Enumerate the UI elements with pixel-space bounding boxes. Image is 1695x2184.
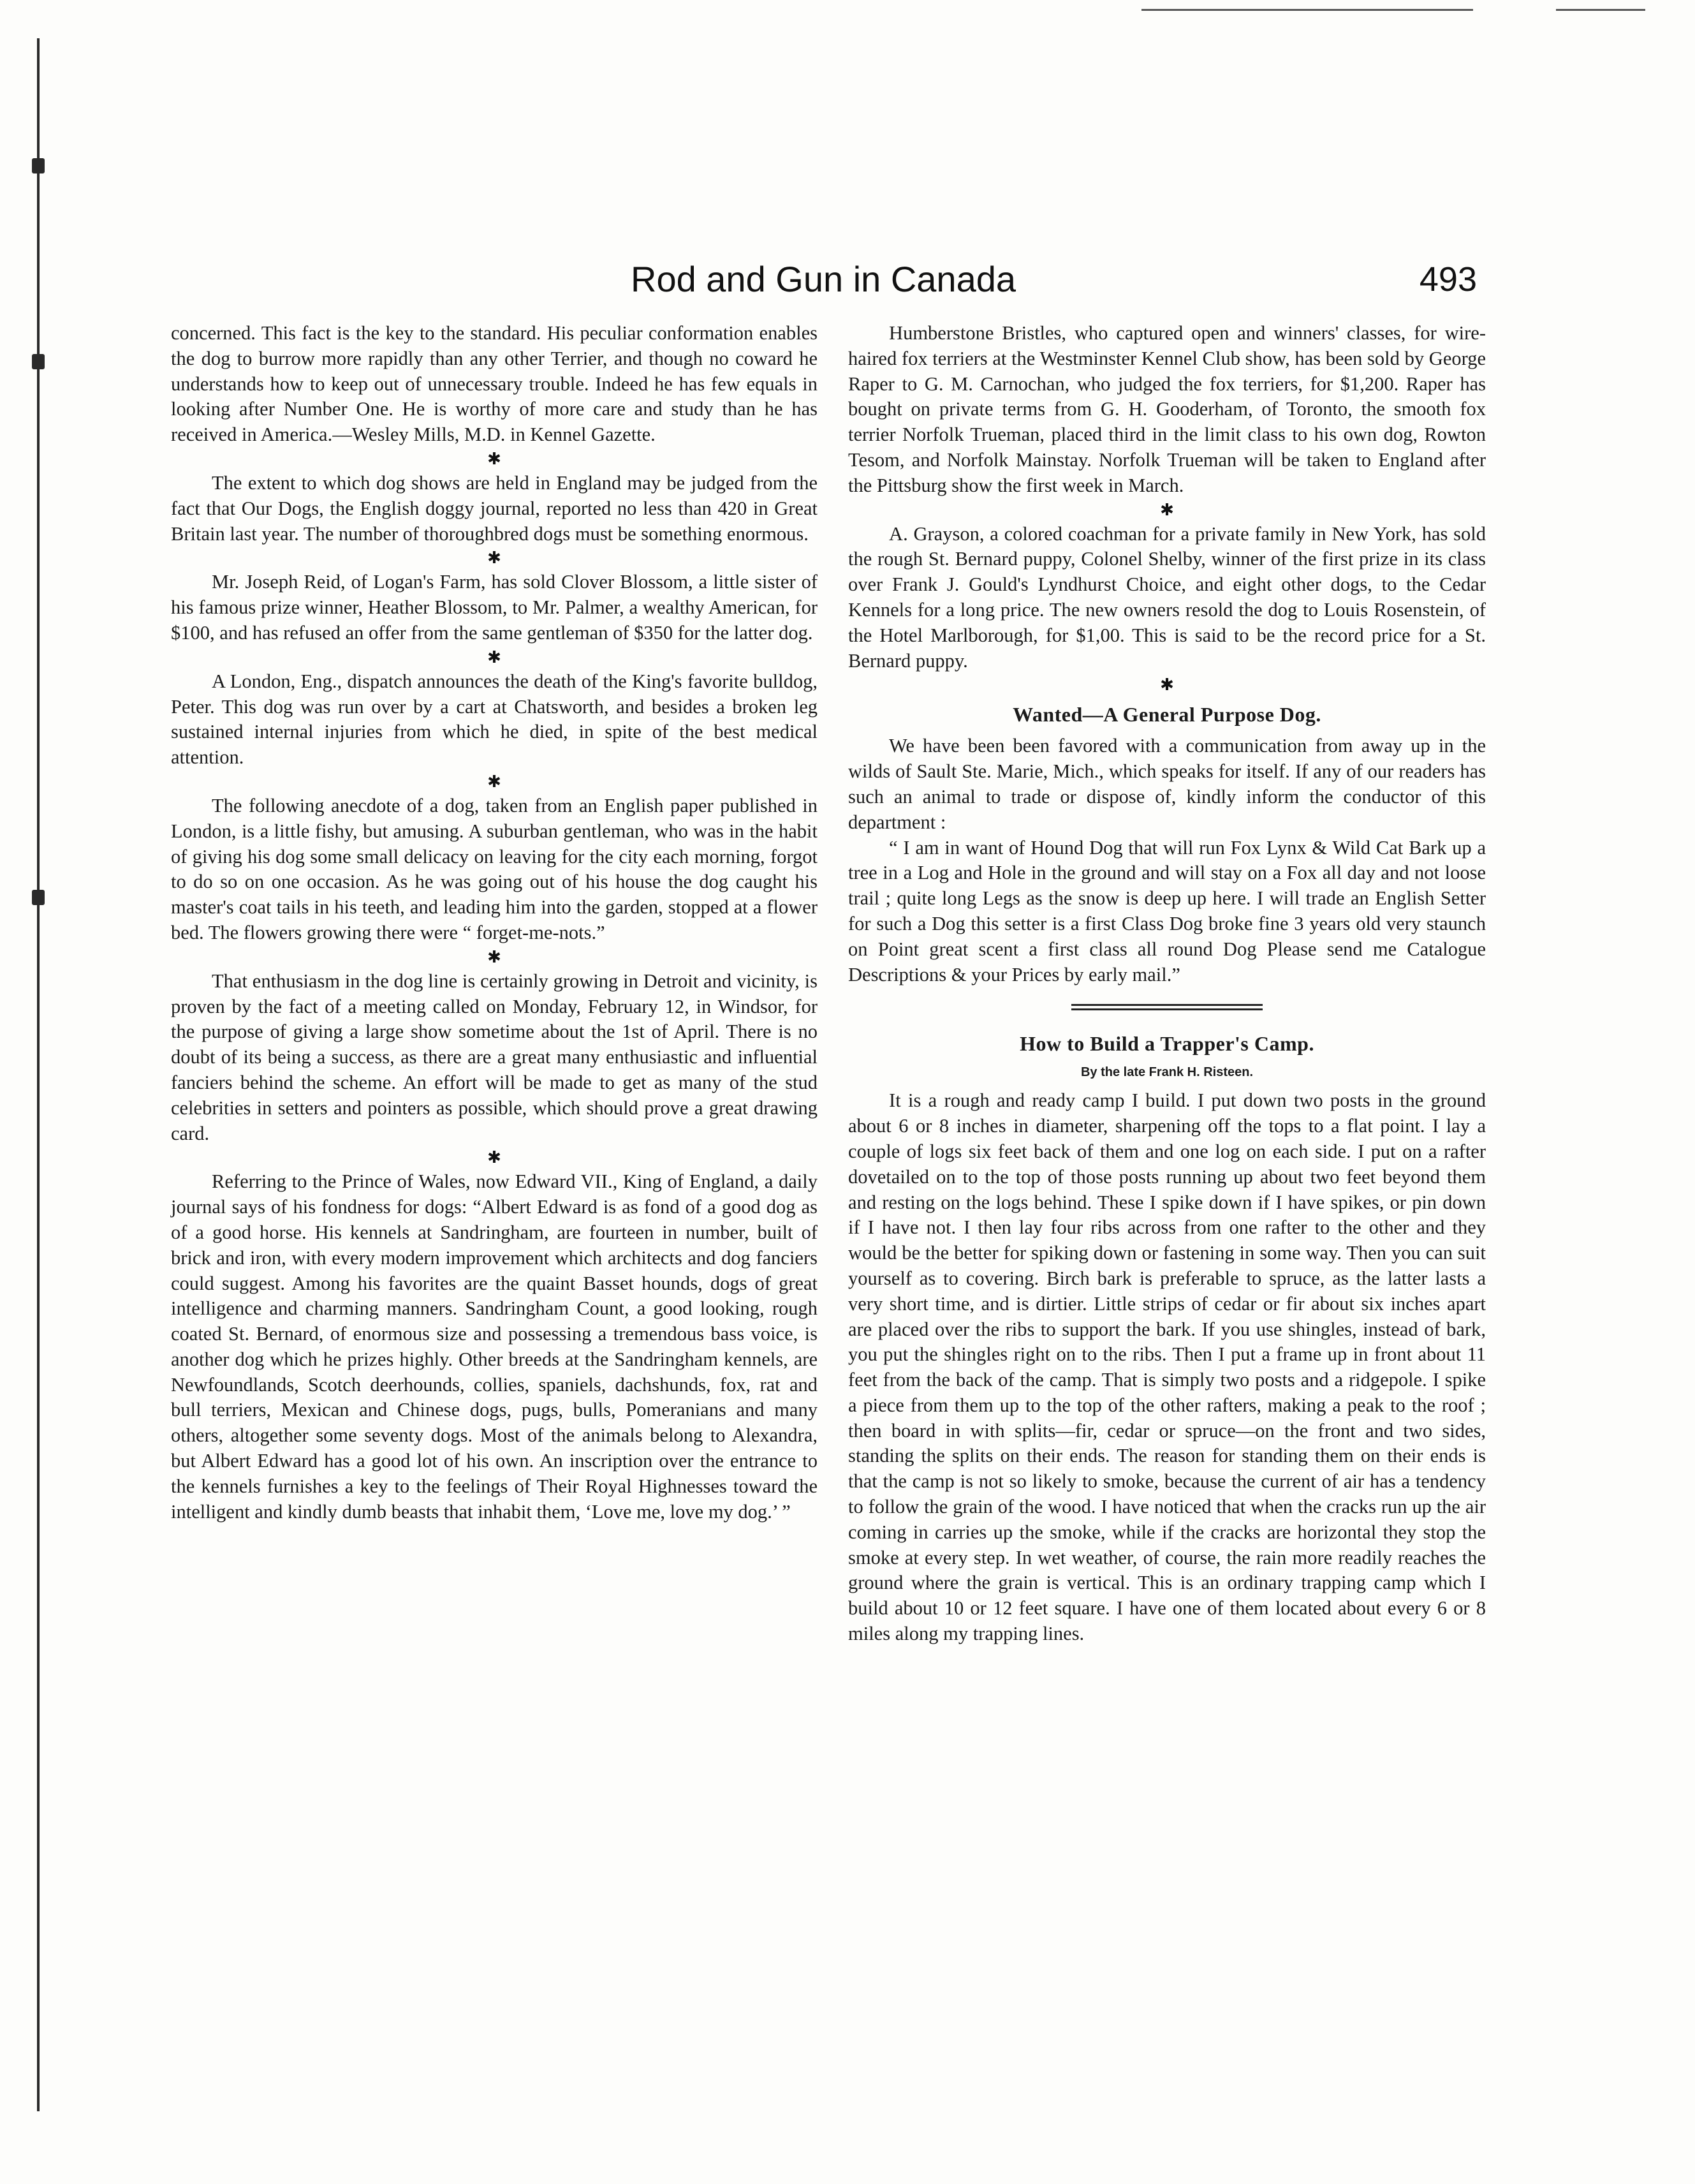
double-rule-divider — [1071, 1004, 1263, 1010]
article-paragraph: It is a rough and ready camp I build. I put down two posts in the ground about 6 or 8 inches in diameter, sharpening off the tops to a flat point. I lay a couple of logs six feet back of them and one log on each side. I put on a rafter dovetailed on to the top of those posts running up about two feet beyond them and resting on the logs behind. These I spike down if I have spikes, or pin down if I have not. I then lay four ribs across from one rafter to the other and they would be the better for spiking down or fastening in some way. Then you can suit yourself as to covering. Birch bark is preferable to spruce, as the latter lasts a very short time, and is dirtier. Little strips of cedar or fir about six inches apart are placed over the ribs to support the bark. If you use shingles, instead of bark, you put the shingles right on to the ribs. Then I put a frame up in front about 11 feet from the back of the camp. That is simply two posts and a ridgepole. I spike a piece from them up to the top of the other rafters, making a peak to the roof ; then board in with splits—fir, cedar or spruce—on the front and two sides, standing the splits on their ends. The reason for standing them on their ends is that the camp is not so likely to smoke, because the current of air has a tendency to follow the grain of the wood. I have noticed that when the cracks run up the air coming in carries up the smoke, while if the cracks are horizontal they stop the smoke at every step. In wet weather, of course, the rain more readily reaches the ground where the grain is vertical. This is an ordinary trapping camp which I build about 10 or 12 feet square. I have one of them located about every 6 or 8 miles along my trapping lines. — [848, 1089, 1486, 1645]
article-paragraph: Referring to the Prince of Wales, now Edward VII., King of England, a daily journal says of his fondness for dogs: “Albert Edward is as fond of a good dog as of a good horse. His kennels at Sandringham, are fourteen in number, built of brick and iron, with every modern improvement which architects and dog fanciers could suggest. Among his favorites are the quaint Basset hounds, dogs of great intelligence and charming manners. Sandringham Count, a good looking, rough coated St. Bernard, of enormous size and possessing a tremendous bass voice, is another dog which he prizes highly. Other breeds at the Sandringham kennels, are Newfoundlands, Scotch deerhounds, collies, spaniels, dachshunds, fox, rat and bull terriers, Mexican and Chinese dogs, pugs, bulls, Pomeranians and many others, altogether some seventy dogs. Most of the animals belong to Alexandra, but Albert Edward has a good lot of his own. An inscription over the entrance to the kennels furnishes a key to the feelings of Their Royal Highnesses toward the intelligent and kindly dumb beasts that inhabit them, ‘Love me, love my dog.’ ” — [171, 1170, 818, 1523]
section-ornament: ✱ — [1160, 500, 1174, 519]
section-ornament: ✱ — [487, 449, 501, 468]
top-edge-rule — [1556, 9, 1645, 11]
binding-margin-line — [37, 38, 40, 2111]
article-paragraph: A London, Eng., dispatch announces the death of the King's favorite bulldog, Peter. This dog was run over by a cart at Chatsworth, and besides a broken leg sustained internal injuries from which he died, in spite of the best medical attention. — [171, 670, 818, 769]
binding-margin-mark — [32, 158, 45, 173]
section-heading: How to Build a Trapper's Camp. — [1020, 1032, 1314, 1056]
section-heading: Wanted—A General Purpose Dog. — [1013, 703, 1321, 727]
binding-margin-mark — [32, 354, 45, 369]
article-paragraph: Humberstone Bristles, who captured open and winners' classes, for wire-haired fox terriers at the Westminster Kennel Club show, has been sold by George Raper to G. M. Carnochan, who judged the fox terriers, for $1,200. Raper has bought on private terms from G. H. Gooderham, of Toronto, the smooth fox terrier Norfolk Trueman, placed third in the limit class to his own dog, Rowton Tesom, and Norfolk Mainstay. Norfolk Trueman will be taken to England after the Pittsburg show the first week in March. — [848, 322, 1486, 496]
article-paragraph: The extent to which dog shows are held in England may be judged from the fact that Our Dogs, the English doggy journal, reported no less than 420 in Great Britain last year. The number of thoroughbred dogs must be something enormous. — [171, 471, 818, 545]
article-paragraph: Mr. Joseph Reid, of Logan's Farm, has sold Clover Blossom, a little sister of his famous prize winner, Heather Blossom, to Mr. Palmer, a wealthy American, for $100, and has refused an offer from the same gentleman of $350 for the latter dog. — [171, 571, 818, 644]
section-ornament: ✱ — [487, 549, 501, 568]
page-header — [170, 254, 1477, 305]
section-ornament: ✱ — [1160, 675, 1174, 695]
article-paragraph: That enthusiasm in the dog line is certainly growing in Detroit and vicinity, is proven by the fact of a meeting called on Monday, February 12, in Windsor, for the purpose of giving a large show sometime about the 1st of April. There is no doubt of its being a success, as there are a great many enthusiastic and influential fanciers behind the scheme. An effort will be made to get as many of the stud celebrities in setters and pointers as possible, which should prove a great drawing card. — [171, 970, 818, 1144]
article-paragraph: We have been been favored with a communication from away up in the wilds of Sault Ste. Marie, Mich., which speaks for itself. If any of our readers has such an animal to trade or dispose of, kindly inform the conductor of this department : — [848, 735, 1486, 833]
section-ornament: ✱ — [487, 947, 501, 966]
page-number: 493 — [1419, 260, 1477, 299]
quoted-letter: “ I am in want of Hound Dog that will run Fox Lynx & Wild Cat Bark up a tree in a Log and Hole in the ground and will stay on a Fox all day and not loose trail ; quite long Legs as the snow is deep up here. I will trade an English Setter for such a Dog this setter is a first Class Dog broke fine 3 years old very staunch on Point great scent a first class all round Dog Please send me Catalogue Descriptions & your Prices by early mail.” — [848, 836, 1486, 985]
section-ornament: ✱ — [487, 1148, 501, 1167]
right-column — [848, 321, 1486, 1647]
top-edge-rule — [1141, 9, 1473, 11]
article-paragraph: A. Grayson, a colored coachman for a private family in New York, has sold the rough St. Bernard puppy, Colonel Shelby, winner of the first prize in its class over Frank J. Gould's Lyndhurst Choice, and eight other dogs, to the Cedar Kennels for a long price. The new owners resold the dog to Louis Rosenstein, of the Hotel Marlborough, for $1,00. This is said to be the record price for a St. Bernard puppy. — [848, 522, 1486, 672]
article-byline: By the late Frank H. Risteen. — [1080, 1065, 1254, 1080]
article-paragraph: concerned. This fact is the key to the standard. His peculiar conformation enables the dog to burrow more rapidly than any other Terrier, and though no coward he understands how to keep out of unnecessary trouble. Indeed he has few equals in looking after Number One. He is worthy of more care and study than he has received in America.—Wesley Mills, M.D. in Kennel Gazette. — [171, 322, 818, 446]
section-ornament: ✱ — [487, 772, 501, 791]
left-column — [171, 321, 818, 1524]
running-title: Rod and Gun in Canada — [631, 259, 1016, 299]
binding-margin-mark — [32, 890, 45, 905]
section-ornament: ✱ — [487, 647, 501, 667]
article-paragraph: The following anecdote of a dog, taken from an English paper published in London, is a little fishy, but amusing. A suburban gentleman, who was in the habit of giving his dog some small delicacy on leaving for the city each morning, forgot to do so on one occasion. As he was going out of his house the dog caught his master's coat tails in his teeth, and leading him into the garden, stopped at a flower bed. The flowers growing there were “ forget-me-nots.” — [171, 794, 818, 943]
